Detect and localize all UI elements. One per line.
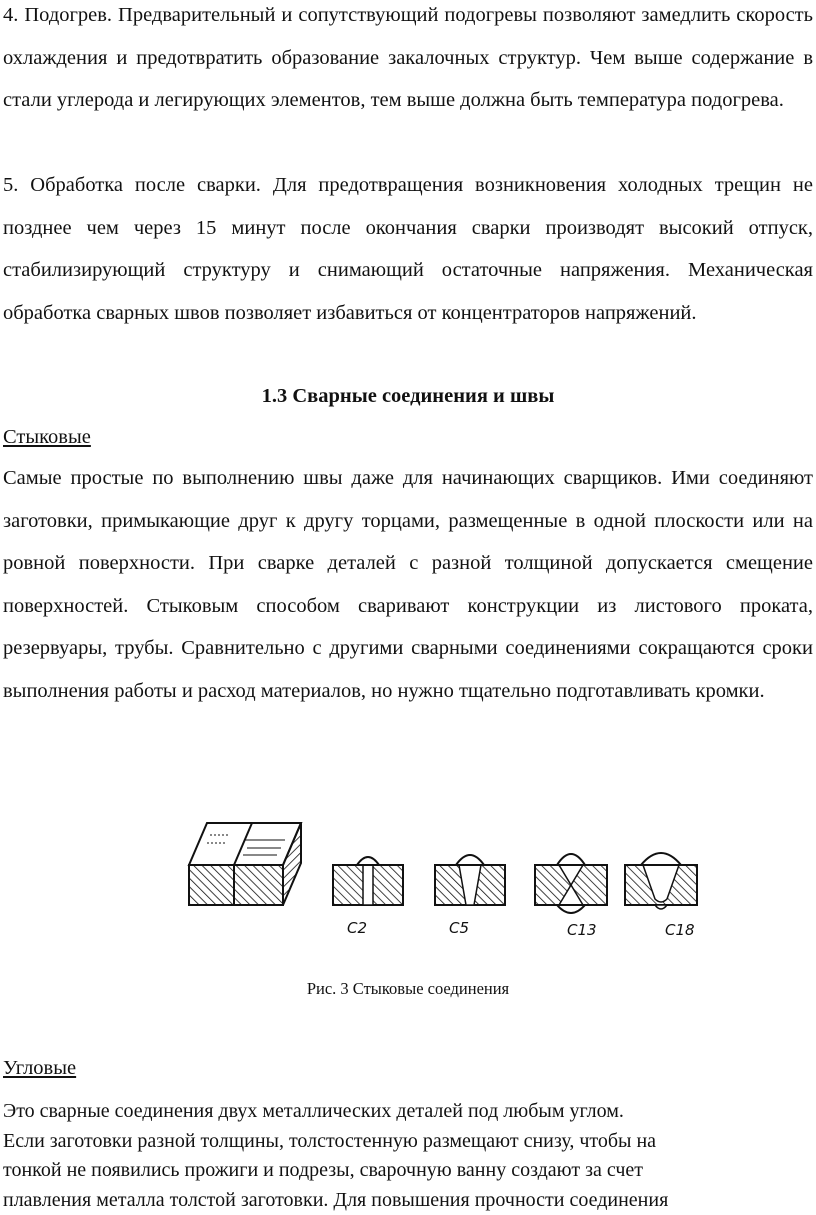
paragraph-post-weld-treatment: 5. Обработка после сварки. Для предотвращения возникновения холодных трещин не позднее чем через 15 минут после окончания сварки производят высокий отпуск, стабилизирующий структуру и снимающий остаточные напряжения. Механическая обработка сварных швов позволяет избавиться от концентраторов напряжений. [3,164,813,334]
corner-text-line: тонкой не появились прожиги и подрезы, сварочную ванну создают за счет [3,1156,813,1186]
label-c2: C2 [347,919,367,937]
joint-c5-section [435,855,505,905]
corner-text-line: Если заготовки разной толщины, толстостенную размещают снизу, чтобы на [3,1127,813,1157]
butt-joints-figure [185,815,705,945]
subheading-corner-joints: Угловые [3,1053,76,1083]
figure-caption: Рис. 3 Стыковые соединения [0,977,816,1001]
subheading-butt-joints: Стыковые [3,422,91,452]
joint-c2-section [333,857,403,905]
paragraph-corner-joints [3,1097,813,1215]
corner-text-line: Это сварные соединения двух металлических деталей под любым углом. [3,1097,813,1127]
joint-c13-section [535,854,607,913]
butt-joint-3d-block [189,823,301,905]
joint-c18-section [625,853,697,909]
label-c5: C5 [449,919,469,937]
label-c13: C13 [567,921,597,939]
paragraph-preheating: 4. Подогрев. Предварительный и сопутствующий подогревы позволяют замедлить скорость охлаждения и предотвратить образование закалочных структур. Чем выше содержание в стали углерода и легирующих элементов, тем выше должна быть температура подогрева. [3,0,813,122]
section-heading: 1.3 Сварные соединения и швы [0,376,816,416]
paragraph-butt-joints: Самые простые по выполнению швы даже для начинающих сварщиков. Ими соединяют заготовки, примыкающие друг к другу торцами, размещенные в одной плоскости или на ровной поверхности. При сварке деталей с разной толщиной допускается смещение поверхностей. Стыковым способом сваривают конструкции из листового проката, резервуары, трубы. Сравнительно с другими сварными соединениями сокращаются сроки выполнения работы и расход материалов, но нужно тщательно подготавливать кромки. [3,457,813,713]
corner-text-line: плавления металла толстой заготовки. Для повышения прочности соединения [3,1186,813,1215]
label-c18: C18 [665,921,695,939]
